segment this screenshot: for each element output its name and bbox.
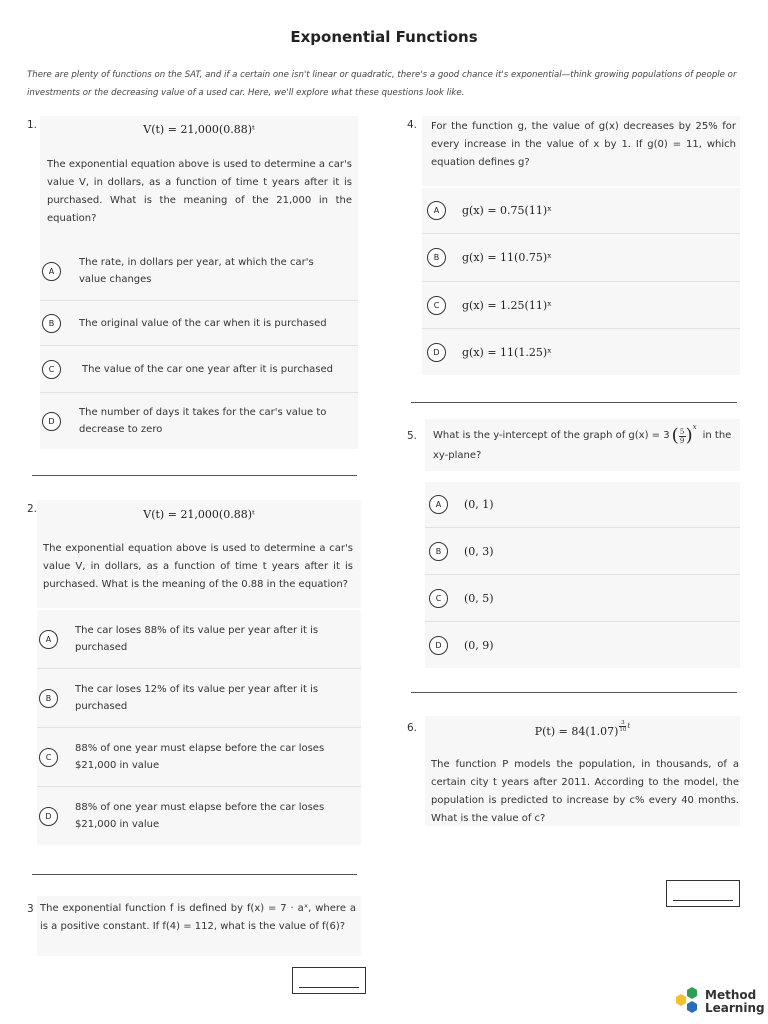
option-text: (0, 9): [464, 638, 494, 652]
question-5-option-d[interactable]: [425, 622, 740, 668]
question-2-option-b[interactable]: [37, 669, 361, 728]
option-text: (0, 5): [464, 591, 494, 605]
question-6-card: [425, 716, 740, 826]
question-2-equation: V(t) = 21,000(0.88)ᵗ: [143, 508, 255, 521]
option-text: The original value of the car when it is purchased: [79, 317, 327, 329]
divider: [411, 692, 737, 693]
question-4-option-d[interactable]: [422, 329, 740, 375]
question-1-text: The exponential equation above is used to determine a car's value V, in dollars, as a function of time t years after it is purchased. What is the meaning of the 21,000 in the equation?: [47, 159, 352, 224]
option-letter-d: D: [427, 343, 446, 362]
question-2-option-d[interactable]: [37, 787, 361, 845]
intro-paragraph: There are plenty of functions on the SAT, and if a certain one isn't linear or quadratic, there's a good chance it's exponential—think growing populations of people or investments or the decreasing value of a used car. Here, we'll explore what these questions look like.: [27, 70, 737, 98]
question-1-option-d[interactable]: [40, 393, 358, 449]
option-text: 88% of one year must elapse before the car loses $21,000 in value: [75, 802, 325, 830]
question-5-card: [425, 419, 740, 471]
option-text: g(x) = 11(0.75)ˣ: [462, 251, 552, 264]
question-1-option-a[interactable]: [40, 242, 358, 301]
question-1-card: [40, 116, 358, 242]
paren-open: (: [671, 425, 679, 446]
question-4-text: For the function g, the value of g(x) decreases by 25% for every increase in the value of x by 1. If g(0) = 11, which equation defines g?: [431, 121, 736, 168]
option-letter-a: A: [42, 262, 61, 281]
option-letter-d: D: [429, 636, 448, 655]
hexagon-logo-icon: [673, 986, 703, 1016]
logo-text-line-2: Learning: [705, 1001, 765, 1015]
question-5-option-b[interactable]: [425, 528, 740, 575]
option-text: (0, 1): [464, 498, 494, 511]
option-letter-a: A: [427, 201, 446, 220]
question-1-equation: V(t) = 21,000(0.88)ᵗ: [143, 123, 255, 136]
logo-text-line-1: Method: [705, 988, 757, 1002]
option-letter-c: C: [427, 296, 446, 315]
option-text: g(x) = 11(1.25)ˣ: [462, 345, 552, 359]
question-4-option-c[interactable]: [422, 282, 740, 329]
method-learning-logo-mark: [673, 986, 703, 1016]
divider: [411, 402, 737, 403]
exponent-numerator: 3: [621, 720, 625, 726]
question-5-fraction: [679, 428, 686, 445]
option-letter-d: D: [42, 412, 61, 431]
question-1-option-c[interactable]: [40, 346, 358, 393]
fraction-numerator: 5: [679, 427, 685, 436]
question-2-card: [37, 500, 361, 608]
question-2-number: 2.: [27, 503, 38, 515]
question-4-option-b[interactable]: [422, 234, 740, 282]
paren-close: ): [685, 425, 693, 446]
question-6-equation: [425, 720, 740, 738]
exponent-denominator: 10: [619, 727, 627, 733]
question-4-card: [422, 116, 740, 186]
divider: [32, 874, 357, 875]
option-text: The car loses 88% of its value per year after it is purchased: [75, 625, 319, 653]
option-letter-b: B: [39, 689, 58, 708]
question-6-equation-base: P(t) = 84(1.07): [534, 725, 619, 738]
question-3-card: [37, 896, 361, 956]
page-title: Exponential Functions: [290, 28, 478, 46]
option-letter-d: D: [39, 807, 58, 826]
option-text: g(x) = 0.75(11)ˣ: [462, 204, 552, 217]
question-5-option-c[interactable]: [425, 575, 740, 622]
option-letter-c: C: [39, 748, 58, 767]
option-letter-b: B: [42, 314, 61, 333]
option-letter-a: A: [39, 630, 58, 649]
option-text: (0, 3): [464, 544, 494, 558]
question-3-answer-box[interactable]: [292, 967, 366, 994]
question-6-number: 6.: [407, 722, 418, 734]
option-letter-c: C: [42, 360, 61, 379]
question-5-text-before: What is the y-intercept of the graph of g(x) = 3: [433, 430, 670, 441]
option-text: The number of days it takes for the car's value to decrease to zero: [79, 407, 327, 435]
question-3-number: 3: [27, 903, 34, 915]
question-5-line-1: [433, 423, 738, 446]
question-4-option-a[interactable]: [422, 188, 740, 234]
question-5-text-after: in the: [702, 430, 732, 441]
option-letter-c: C: [429, 589, 448, 608]
option-text: The rate, in dollars per year, at which the car's value changes: [79, 257, 314, 285]
question-6-exponent-fraction: [619, 720, 626, 733]
question-6-text: The function P models the population, in thousands, of a certain city t years after 2011. According to the model, the population is predicted to increase by c% every 40 months. What is the value of c?: [431, 759, 739, 824]
divider: [32, 475, 357, 476]
question-5-option-a[interactable]: [425, 482, 740, 528]
question-2-text: The exponential equation above is used to determine a car's value V, in dollars, as a function of time t years after it is purchased. What is the meaning of the 0.88 in the equation?: [43, 543, 353, 590]
question-1-number: 1.: [27, 119, 38, 131]
option-letter-a: A: [429, 495, 448, 514]
option-letter-b: B: [427, 248, 446, 267]
option-text: g(x) = 1.25(11)ˣ: [462, 298, 552, 312]
question-5-exponent: x: [692, 423, 697, 431]
option-text: 88% of one year must elapse before the car loses $21,000 in value: [75, 743, 325, 771]
question-2-option-a[interactable]: [37, 610, 361, 669]
fraction-denominator: 9: [679, 436, 685, 445]
question-6-exponent-variable: t: [627, 722, 631, 730]
question-5-number: 5.: [407, 430, 418, 442]
option-text: The value of the car one year after it is purchased: [82, 363, 334, 375]
option-letter-b: B: [429, 542, 448, 561]
option-text: The car loses 12% of its value per year after it is purchased: [75, 684, 319, 712]
question-4-number: 4.: [407, 119, 418, 131]
question-6-answer-box[interactable]: [666, 880, 740, 907]
question-3-text: The exponential function f is defined by f(x) = 7 · aˣ, where a is a positive constant. If f(4) = 112, what is the value of f(6)?: [40, 903, 356, 932]
question-1-option-b[interactable]: [40, 301, 358, 346]
question-2-option-c[interactable]: [37, 728, 361, 787]
question-5-line-2: xy-plane?: [433, 450, 482, 461]
